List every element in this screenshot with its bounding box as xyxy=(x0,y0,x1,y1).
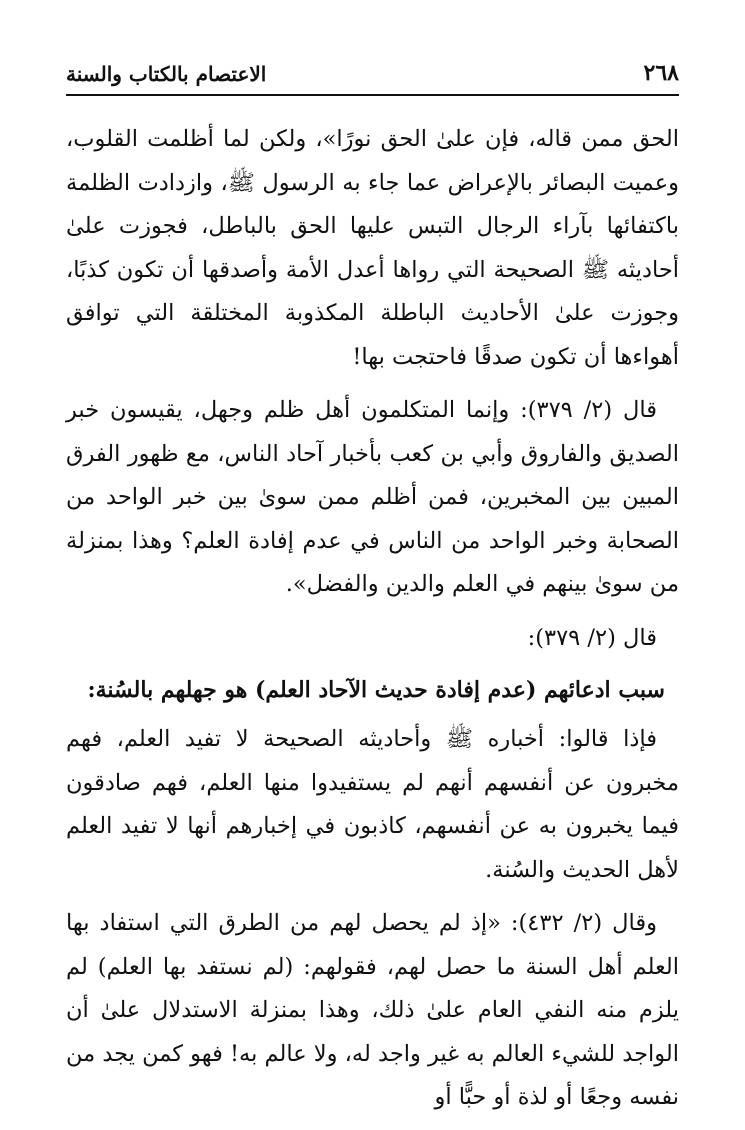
page-body xyxy=(66,118,679,1130)
paragraph-5: وقال (٢/ ٤٣٢): «إذ لم يحصل لهم من الطرق التي استفاد بها العلم أهل السنة ما حصل لهم، فقولهم: (لم نستفد بها العلم) لم يلزم منه النفي العام علىٰ ذلك، وهذا بمنزلة الاستدلال علىٰ أن الواجد للشيء العالم به غير واجد له، ولا عالم به! فهو كمن يجد من نفسه وجعًا أو لذة أو حبًّا أو xyxy=(66,910,679,1110)
paragraph-4: فإذا قالوا: أخباره ﷺ وأحاديثه الصحيحة لا تفيد العلم، فهم مخبرون عن أنفسهم أنهم لم يستفيدوا منها العلم، فهم صادقون فيما يخبرون به عن أنفسهم، كاذبون في إخبارهم أنها لا تفيد العلم لأهل الحديث والسُنة. xyxy=(66,726,679,883)
paragraph-3: قال (٢/ ٣٧٩): xyxy=(527,624,657,651)
running-title: الاعتصام بالكتاب والسنة xyxy=(66,62,267,86)
section-heading: سبب ادعائهم (عدم إفادة حديث الآحاد العلم) هو جهلهم بالسُنة: xyxy=(87,677,665,703)
page-header xyxy=(66,58,679,96)
page-number: ٢٦٨ xyxy=(643,60,679,86)
paragraph-1: الحق ممن قاله، فإن علىٰ الحق نورًا»، ولكن لما أظلمت القلوب، وعميت البصائر بالإعراض عما جاء به الرسول ﷺ، وازدادت الظلمة باكتفائها بآراء الرجال التبس عليها الحق بالباطل، فجوزت علىٰ أحاديثه ﷺ الصحيحة التي رواها أعدل الأمة وأصدقها أن تكون كذبًا، وجوزت علىٰ الأحاديث الباطلة المكذوبة المختلقة التي توافق أهواءها أن تكون صدقًا فاحتجت بها! xyxy=(66,126,679,370)
paragraph-2: قال (٢/ ٣٧٩): وإنما المتكلمون أهل ظلم وجهل، يقيسون خبر الصديق والفاروق وأبي بن كعب بأخبار آحاد الناس، مع ظهور الفرق المبين بين المخبرين، فمن أظلم ممن سوىٰ بين خبر الواحد من الصحابة وخبر الواحد من الناس في عدم إفادة العلم؟ وهذا بمنزلة من سوىٰ بينهم في العلم والدين والفضل». xyxy=(66,397,679,597)
